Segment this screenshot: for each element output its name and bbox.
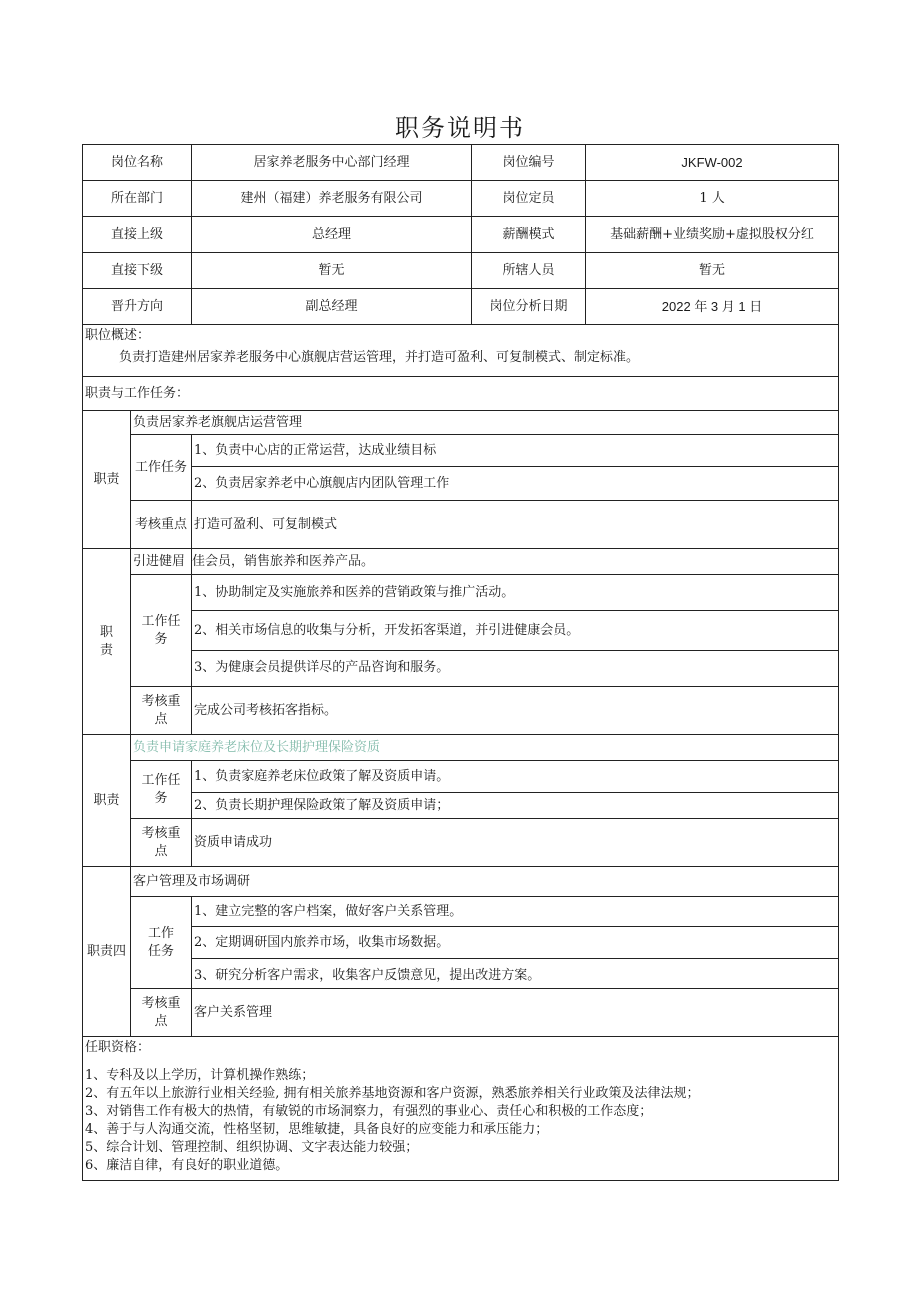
subordinate-value: 暂无 [192, 253, 472, 289]
duty-task-row [83, 435, 839, 467]
duties-label: 职责与工作任务： [83, 377, 839, 411]
kpi-value: 客户关系管理 [192, 989, 839, 1037]
duty-label: 职责 [83, 549, 131, 735]
position-name-label: 岗位名称 [83, 145, 192, 181]
qualification-item: 2、有五年以上旅游行业相关经验, 拥有相关旅养基地资源和客户资源，熟悉旅养相关行业政策及法律法规； [85, 1086, 700, 1101]
task-item: 2、相关市场信息的收集与分析，开发拓客渠道，并引进健康会员。 [192, 611, 839, 651]
duty-task-row [83, 575, 839, 611]
kpi-value: 打造可盈利、可复制模式 [192, 501, 839, 549]
duty-task-row [83, 927, 839, 959]
qualification-item: 1、专科及以上学历，计算机操作熟练； [85, 1068, 315, 1083]
duty-title-row [83, 867, 839, 897]
info-row [83, 217, 839, 253]
headcount-label: 岗位定员 [472, 181, 586, 217]
task-item: 3、研究分析客户需求，收集客户反馈意见，提出改进方案。 [192, 959, 839, 989]
kpi-label: 考核重点 [131, 687, 192, 735]
overview-cell [83, 325, 839, 377]
info-row [83, 289, 839, 325]
qualification-item: 4、善于与人沟通交流，性格坚韧，思维敏捷，具备良好的应变能力和承压能力； [85, 1122, 549, 1137]
task-label: 工作任务 [131, 575, 192, 687]
headcount-value: 1 人 [586, 181, 839, 217]
duty-task-row [83, 897, 839, 927]
duty-label: 职责 [83, 411, 131, 549]
qualification-item: 5、综合计划、管理控制、组织协调、文字表达能力较强； [85, 1140, 419, 1155]
document-title: 职务说明书 [395, 114, 525, 142]
overview-label: 职位概述： [85, 328, 151, 343]
duty-title-row [83, 735, 839, 761]
duty-title: 客户管理及市场调研 [131, 867, 839, 897]
info-row [83, 145, 839, 181]
subordinate-label: 直接下级 [83, 253, 192, 289]
info-row [83, 253, 839, 289]
task-label: 工作任务 [131, 897, 192, 989]
kpi-value: 完成公司考核拓客指标。 [192, 687, 839, 735]
task-item: 1、建立完整的客户档案，做好客户关系管理。 [192, 897, 839, 927]
position-no-label: 岗位编号 [472, 145, 586, 181]
task-item: 1、负责家庭养老床位政策了解及资质申请。 [192, 761, 839, 793]
duty-kpi-row [83, 819, 839, 867]
duty-title-part-b: 佳会员，销售旅养和医养产品。 [192, 549, 839, 575]
pay-value: 基础薪酬+业绩奖励+虚拟股权分红 [586, 217, 839, 253]
duty-task-row [83, 467, 839, 501]
kpi-label: 考核重点 [131, 989, 192, 1037]
duty-label: 职责四 [83, 867, 131, 1037]
duty-task-row [83, 611, 839, 651]
task-item: 2、负责长期护理保险政策了解及资质申请； [192, 793, 839, 819]
duty-kpi-row [83, 989, 839, 1037]
staff-label: 所辖人员 [472, 253, 586, 289]
duty-title: 负责居家养老旗舰店运营管理 [131, 411, 839, 435]
analysis-date-label: 岗位分析日期 [472, 289, 586, 325]
task-label-text: 工作任务 [135, 459, 188, 475]
task-item: 2、定期调研国内旅养市场，收集市场数据。 [192, 927, 839, 959]
duty-title-part-a: 引进健眉 [131, 549, 192, 575]
overview-row [83, 325, 839, 377]
qualifications-label: 任职资格： [85, 1040, 151, 1055]
task-label: 工作任务 [131, 761, 192, 819]
task-item: 2、负责居家养老中心旗舰店内团队管理工作 [192, 467, 839, 501]
qualifications-row [83, 1037, 839, 1181]
duty-title: 负责申请家庭养老床位及长期护理保险资质 [131, 735, 839, 761]
pay-label: 薪酬模式 [472, 217, 586, 253]
kpi-label: 考核重点 [131, 501, 192, 549]
duty-title-row [83, 411, 839, 435]
job-description-table [82, 144, 839, 1181]
promotion-value: 副总经理 [192, 289, 472, 325]
task-item: 1、负责中心店的正常运营，达成业绩目标 [192, 435, 839, 467]
dept-value: 建州（福建）养老服务有限公司 [192, 181, 472, 217]
position-name-value: 居家养老服务中心部门经理 [192, 145, 472, 181]
staff-value: 暂无 [586, 253, 839, 289]
duty-kpi-row [83, 687, 839, 735]
duty-task-row [83, 761, 839, 793]
kpi-value: 资质申请成功 [192, 819, 839, 867]
duty-label: 职责 [83, 735, 131, 867]
kpi-label: 考核重点 [131, 819, 192, 867]
dept-label: 所在部门 [83, 181, 192, 217]
promotion-label: 晋升方向 [83, 289, 192, 325]
position-no-value: JKFW-002 [586, 145, 839, 181]
info-row [83, 181, 839, 217]
task-label [131, 435, 192, 501]
qualification-item: 3、对销售工作有极大的热情，有敏锐的市场洞察力，有强烈的事业心、责任心和积极的工作态度； [85, 1104, 653, 1119]
duty-task-row [83, 651, 839, 687]
duty-task-row [83, 793, 839, 819]
task-item: 3、为健康会员提供详尽的产品咨询和服务。 [192, 651, 839, 687]
overview-text: 负责打造建州居家养老服务中心旗舰店营运管理，并打造可盈利、可复制模式、制定标准。 [119, 350, 640, 365]
superior-value: 总经理 [192, 217, 472, 253]
duty-kpi-row [83, 501, 839, 549]
duties-heading-row [83, 377, 839, 411]
qualifications-cell [83, 1037, 839, 1181]
duty-task-row [83, 959, 839, 989]
task-item: 1、协助制定及实施旅养和医养的营销政策与推广活动。 [192, 575, 839, 611]
analysis-date-value: 2022 年 3 月 1 日 [586, 289, 839, 325]
duty-title-row [83, 549, 839, 575]
superior-label: 直接上级 [83, 217, 192, 253]
qualification-item: 6、廉洁自律，有良好的职业道德。 [85, 1158, 289, 1173]
